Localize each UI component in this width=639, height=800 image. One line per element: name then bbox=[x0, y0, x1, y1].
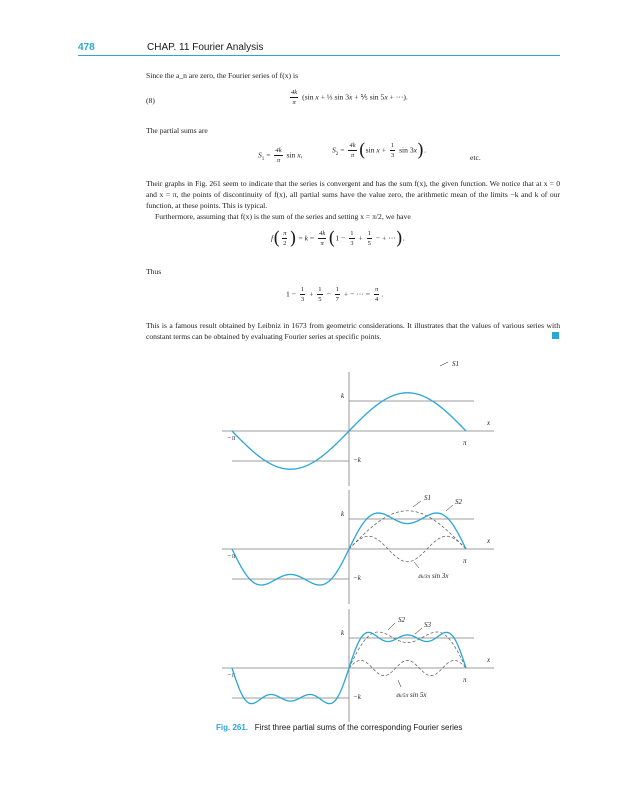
panel-3-label-sin5x-coef: 4k/5π bbox=[396, 693, 409, 699]
equation-s2: $S_2$ = $\frac{4k}{\pi}$ (sin x + $\frac{1}{3}$ sin 3x). bbox=[332, 140, 426, 161]
panel-2-label-pi: π bbox=[463, 557, 467, 565]
panel-3-label-x: x bbox=[487, 656, 491, 664]
panel-3-label-s3: S3 bbox=[424, 621, 431, 629]
caption-label: Fig. 261. bbox=[216, 723, 249, 732]
panel-2-label-minus-pi: −π bbox=[227, 552, 236, 560]
panel-2-label-s1: S1 bbox=[424, 494, 431, 502]
panel-3-pointer-s3 bbox=[415, 628, 422, 634]
panel-3-label-pi: π bbox=[463, 676, 467, 684]
panel-2-curve-s1-dashed bbox=[349, 511, 466, 549]
equation-number: (8) bbox=[146, 96, 155, 105]
panel-2-pointer-s2 bbox=[446, 505, 453, 511]
panel-1-label-minus-k: −k bbox=[353, 456, 361, 464]
panel-3-pointer-s2 bbox=[388, 623, 395, 630]
panel-3-label-minus-k: −k bbox=[353, 693, 361, 701]
panel-1-label-pi: π bbox=[463, 439, 467, 447]
paragraph-leibniz: This is a famous result obtained by Leibniz in 1673 from geometric considerations. It illustrates that the values of various series with constant terms can be obtained by evaluating Fourier series at specific points. bbox=[146, 321, 560, 341]
equation-s1: $S_1$ = $\frac{4k}{\pi}$ sin x, bbox=[258, 147, 303, 164]
equation-leibniz: 1 − $\frac{1}{3}$ + $\frac{1}{5}$ − $\frac{1}{7}$ + − ··· = $\frac{\pi}{4}$ . bbox=[286, 286, 384, 303]
running-title: CHAP. 11 Fourier Analysis bbox=[147, 42, 264, 53]
caption-text: First three partial sums of the corresponding Fourier series bbox=[254, 723, 463, 732]
intro-text: Since the a_n are zero, the Fourier series of f(x) is bbox=[146, 71, 299, 80]
panel-2-label-k: k bbox=[341, 510, 345, 518]
panel-2-pointer-s1 bbox=[413, 501, 421, 507]
etc-label: etc. bbox=[470, 153, 481, 162]
panel-2-label-s2: S2 bbox=[455, 498, 462, 506]
panel-3-label-sin5x: sin 5x bbox=[410, 691, 427, 699]
equation-series: $\frac{4k}{\pi}$ (sin x + ⅓ sin 3x + ⅕ sin 5x + ···). bbox=[288, 88, 408, 107]
thus-label: Thus bbox=[146, 267, 162, 276]
panel-3-label-minus-pi: −π bbox=[227, 671, 236, 679]
panel-2-pointer-sin3x bbox=[414, 562, 419, 568]
figure-caption bbox=[216, 723, 462, 732]
paragraph-convergence-text: Their graphs in Fig. 261 seem to indicate that the series is convergent and has the sum f(x), the given function. We notice that at x = 0 and x = π, the points of discontinuity of f(x), all partial sums have the value zero, the arithmetic mean of the limits −k and k of our function, at these points. This is typical. bbox=[146, 179, 560, 210]
panel-1-label-k: k bbox=[341, 392, 345, 400]
panel-1-label-x: x bbox=[487, 419, 491, 427]
partial-sums-intro: The partial sums are bbox=[146, 126, 208, 135]
panel-2-label-minus-k: −k bbox=[353, 574, 361, 582]
panel-3-label-k: k bbox=[341, 629, 345, 637]
panel-2-label-sin3x: sin 3x bbox=[432, 572, 449, 580]
panel-2-label-x: x bbox=[487, 537, 491, 545]
paragraph-furthermore: Furthermore, assuming that f(x) is the sum of the series and setting x = π/2, we have bbox=[155, 212, 411, 221]
panel-2-label-sin3x-coef: 4k/3π bbox=[418, 574, 431, 580]
panel-3-pointer-sin5x bbox=[398, 680, 401, 687]
page-number: 478 bbox=[78, 42, 95, 53]
panel-1-label-minus-pi: −π bbox=[227, 434, 236, 442]
panel-1-pointer-s1 bbox=[440, 362, 448, 366]
equation-f-pi-2: f( $\frac{\pi}{2}$ ) = k = $\frac{4k}{\pi}$ (1 − $\frac{1}{3}$ + $\frac{1}{5}$ − + ···). bbox=[271, 228, 405, 249]
panel-3-label-s2: S2 bbox=[398, 616, 405, 624]
panel-1-label-s1: S1 bbox=[452, 360, 459, 368]
